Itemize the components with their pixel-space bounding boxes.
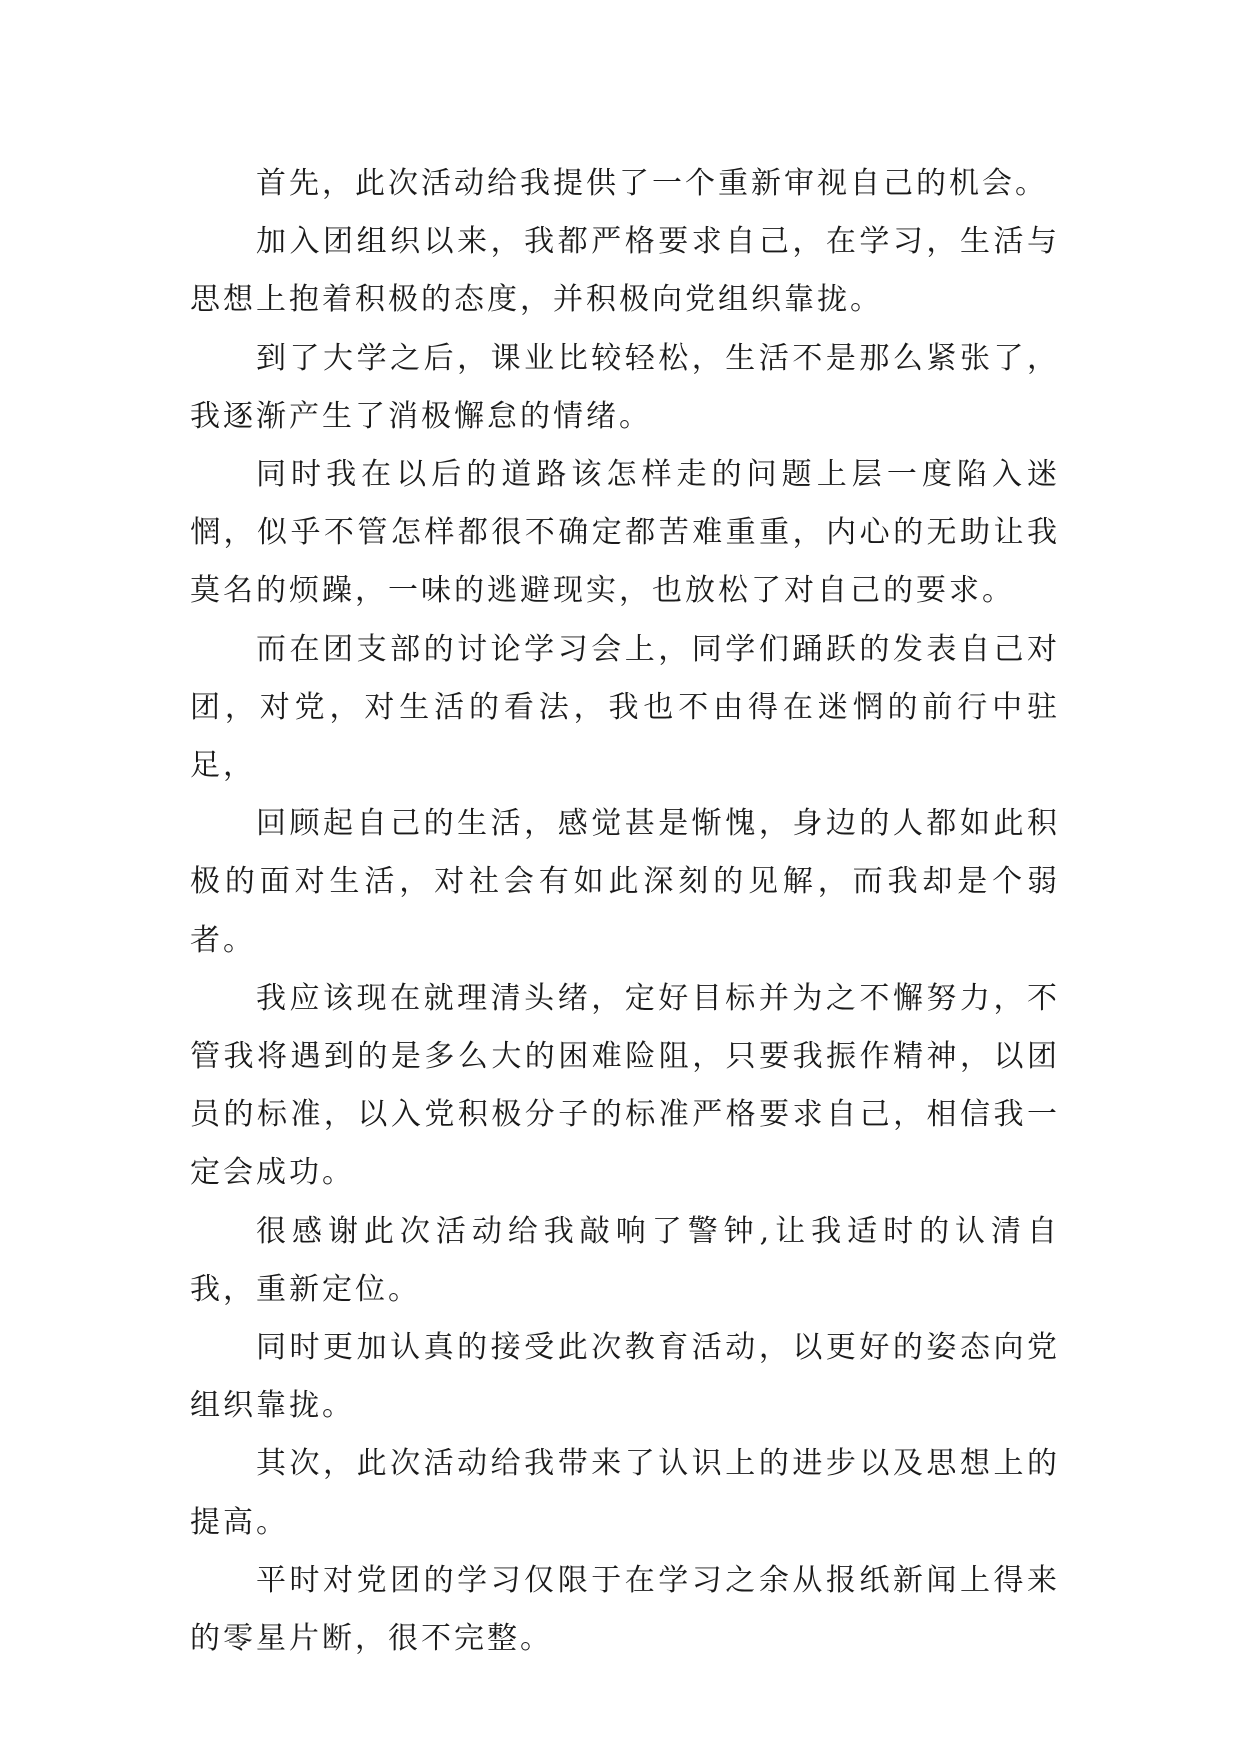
paragraph: 很感谢此次活动给我敲响了警钟,让我适时的认清自我，重新定位。 (190, 1213, 1060, 1307)
paragraph: 首先，此次活动给我提供了一个重新审视自己的机会。 (256, 166, 1048, 201)
paragraph: 我应该现在就理清头绪，定好目标并为之不懈努力，不管我将遇到的是多么大的困难险阻，只要我振作精神，以团员的标准，以入党积极分子的标准严格要求自己，相信我一定会成功。 (190, 980, 1060, 1191)
paragraph: 其次，此次活动给我带来了认识上的进步以及思想上的提高。 (190, 1446, 1060, 1540)
paragraph: 加入团组织以来，我都严格要求自己，在学习，生活与思想上抱着积极的态度，并积极向党组织靠拢。 (190, 224, 1060, 318)
paragraph: 同时更加认真的接受此次教育活动，以更好的姿态向党组织靠拢。 (190, 1330, 1060, 1424)
paragraph: 同时我在以后的道路该怎样走的问题上层一度陷入迷惘，似乎不管怎样都很不确定都苦难重重，内心的无助让我莫名的烦躁，一味的逃避现实，也放松了对自己的要求。 (190, 457, 1060, 609)
paragraph: 平时对党团的学习仅限于在学习之余从报纸新闻上得来的零星片断，很不完整。 (190, 1562, 1060, 1657)
document-body (190, 155, 1060, 1668)
paragraph: 回顾起自己的生活，感觉甚是惭愧，身边的人都如此积极的面对生活，对社会有如此深刻的见解，而我却是个弱者。 (190, 806, 1060, 958)
paragraph: 而在团支部的讨论学习会上，同学们踊跃的发表自己对团，对党，对生活的看法，我也不由得在迷惘的前行中驻足， (190, 631, 1060, 784)
paragraph: 到了大学之后，课业比较轻松，生活不是那么紧张了，我逐渐产生了消极懈怠的情绪。 (190, 340, 1060, 434)
